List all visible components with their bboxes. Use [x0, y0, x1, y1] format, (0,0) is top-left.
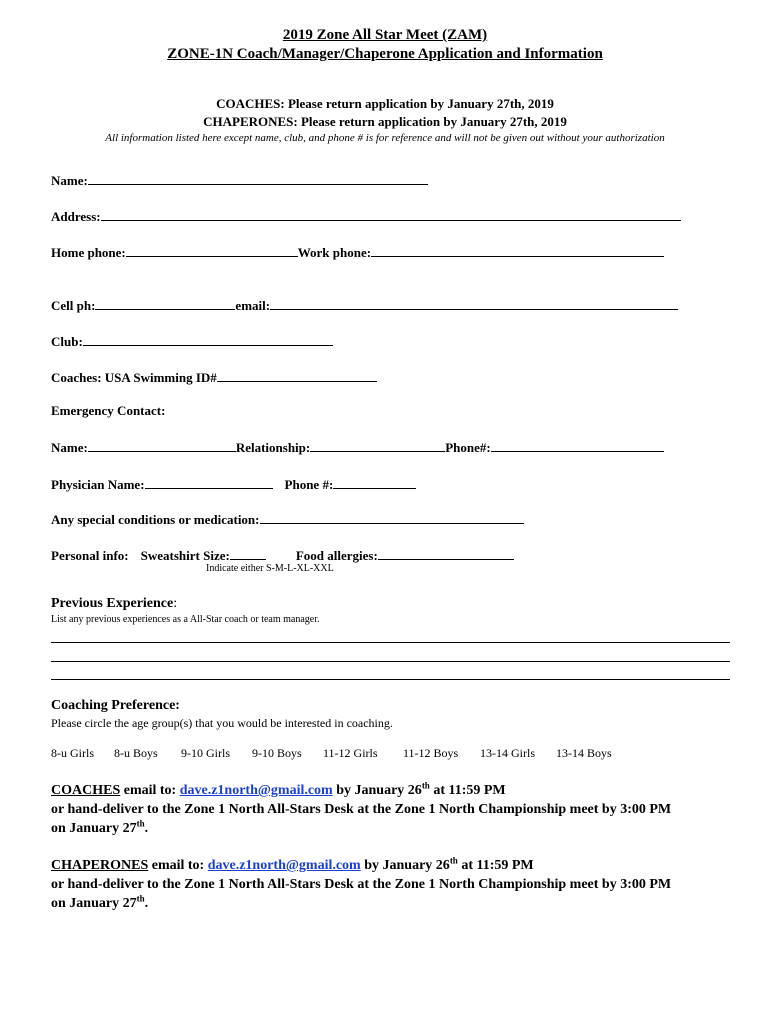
experience-line-3[interactable] — [51, 679, 730, 680]
period-text: . — [144, 896, 149, 911]
ec-name-input-line[interactable] — [88, 438, 236, 452]
email-to-text: email to: — [148, 858, 208, 873]
physician-row — [51, 475, 416, 493]
address-field — [51, 207, 681, 225]
address-input-line[interactable] — [101, 207, 681, 221]
special-conditions-input-line[interactable] — [260, 510, 524, 524]
physician-phone-input-line[interactable] — [333, 475, 416, 489]
at-time-text: at 11:59 PM — [457, 858, 534, 873]
food-allergies-label: Food allergies: — [295, 548, 378, 563]
special-conditions-label: Any special conditions or medication: — [51, 512, 260, 527]
age-group-option[interactable]: 8-u Girls — [51, 746, 94, 760]
coaching-preference-instruction: Please circle the age group(s) that you would be interested in coaching. — [51, 716, 393, 730]
home-phone-label: Home phone: — [51, 245, 126, 260]
personal-info-label: Personal info: — [51, 548, 129, 563]
previous-experience-instruction: List any previous experiences as a All-Star coach or team manager. — [51, 614, 320, 625]
previous-experience-colon: : — [173, 596, 178, 611]
on-date-text: on January 27 — [51, 821, 137, 836]
emergency-contact-row — [51, 438, 664, 456]
ec-phone-input-line[interactable] — [491, 438, 664, 452]
experience-line-1[interactable] — [51, 642, 730, 643]
document-subtitle: ZONE-1N Coach/Manager/Chaperone Application and Information — [167, 46, 603, 62]
physician-name-input-line[interactable] — [145, 475, 273, 489]
emergency-contact-heading: Emergency Contact: — [51, 403, 166, 418]
coach-deadline: COACHES: Please return application by January 27th, 2019 — [216, 96, 554, 111]
coaches-email-link[interactable]: dave.z1north@gmail.com — [179, 783, 333, 798]
privacy-note: All information listed here except name, club, and phone # is for reference and will not be given out without your authorization — [105, 132, 665, 144]
name-input-line[interactable] — [88, 171, 428, 185]
th-suffix: th — [136, 818, 145, 829]
coaches-submit-line — [51, 780, 506, 799]
chaperones-email-link[interactable]: dave.z1north@gmail.com — [207, 858, 361, 873]
chaperones-hand-deliver: or hand-deliver to the Zone 1 North All-Stars Desk at the Zone 1 North Championship meet by 3:00 PM — [51, 877, 672, 892]
coaching-preference-heading: Coaching Preference: — [51, 698, 180, 713]
age-group-option[interactable]: 9-10 Boys — [252, 746, 302, 760]
coaches-hand-deliver: or hand-deliver to the Zone 1 North All-Stars Desk at the Zone 1 North Championship meet by 3:00 PM — [51, 802, 672, 817]
age-group-option[interactable]: 8-u Boys — [114, 746, 158, 760]
sweatshirt-size-input-line[interactable] — [230, 546, 266, 560]
document-title: 2019 Zone All Star Meet (ZAM) — [282, 27, 488, 43]
sweatshirt-size-label: Sweatshirt Size: — [140, 548, 230, 563]
age-group-option[interactable]: 9-10 Girls — [181, 746, 230, 760]
home-phone-input-line[interactable] — [126, 243, 298, 257]
ec-relationship-input-line[interactable] — [310, 438, 445, 452]
special-conditions-field — [51, 510, 524, 528]
cell-phone-label: Cell ph: — [51, 298, 96, 313]
email-to-text: email to: — [120, 783, 180, 798]
ec-name-label: Name: — [51, 440, 88, 455]
physician-phone-label: Phone #: — [284, 477, 334, 492]
usa-id-field — [51, 368, 377, 386]
ec-phone-label: Phone#: — [445, 440, 491, 455]
chaperone-deadline: CHAPERONES: Please return application by January 27th, 2019 — [203, 114, 567, 129]
at-time-text: at 11:59 PM — [429, 783, 506, 798]
age-group-option[interactable]: 13-14 Boys — [556, 746, 612, 760]
club-label: Club: — [51, 334, 83, 349]
food-allergies-input-line[interactable] — [378, 546, 514, 560]
previous-experience-heading — [51, 596, 177, 612]
club-input-line[interactable] — [83, 332, 333, 346]
on-date-text: on January 27 — [51, 896, 137, 911]
age-group-option[interactable]: 11-12 Girls — [323, 746, 378, 760]
club-field — [51, 332, 333, 350]
by-date-text: by January 26 — [332, 783, 422, 798]
period-text: . — [144, 821, 149, 836]
size-hint: Indicate either S-M-L-XL-XXL — [206, 563, 334, 574]
by-date-text: by January 26 — [360, 858, 450, 873]
chaperones-deadline-date — [51, 893, 149, 912]
ec-relationship-label: Relationship: — [235, 440, 311, 455]
phone-field-row — [51, 243, 664, 261]
work-phone-label: Work phone: — [297, 245, 372, 260]
name-label: Name: — [51, 173, 88, 188]
age-group-option[interactable]: 11-12 Boys — [403, 746, 459, 760]
cell-email-row — [51, 296, 678, 314]
age-group-option[interactable]: 13-14 Girls — [480, 746, 535, 760]
name-field — [51, 171, 428, 189]
address-label: Address: — [51, 209, 101, 224]
cell-phone-input-line[interactable] — [95, 296, 235, 310]
coaches-label: COACHES — [51, 783, 121, 798]
previous-experience-title: Previous Experience — [51, 596, 174, 611]
work-phone-input-line[interactable] — [371, 243, 664, 257]
th-suffix: th — [136, 893, 145, 904]
usa-id-input-line[interactable] — [217, 368, 377, 382]
usa-id-label: Coaches: USA Swimming ID# — [51, 370, 217, 385]
physician-name-label: Physician Name: — [51, 477, 145, 492]
chaperones-label: CHAPERONES — [51, 858, 149, 873]
personal-info-row — [51, 546, 514, 564]
experience-line-2[interactable] — [51, 661, 730, 662]
email-input-line[interactable] — [270, 296, 678, 310]
th-suffix: th — [421, 780, 430, 791]
email-label: email: — [235, 298, 271, 313]
chaperones-submit-line — [51, 855, 534, 874]
th-suffix: th — [449, 855, 458, 866]
coaches-deadline-date — [51, 818, 149, 837]
